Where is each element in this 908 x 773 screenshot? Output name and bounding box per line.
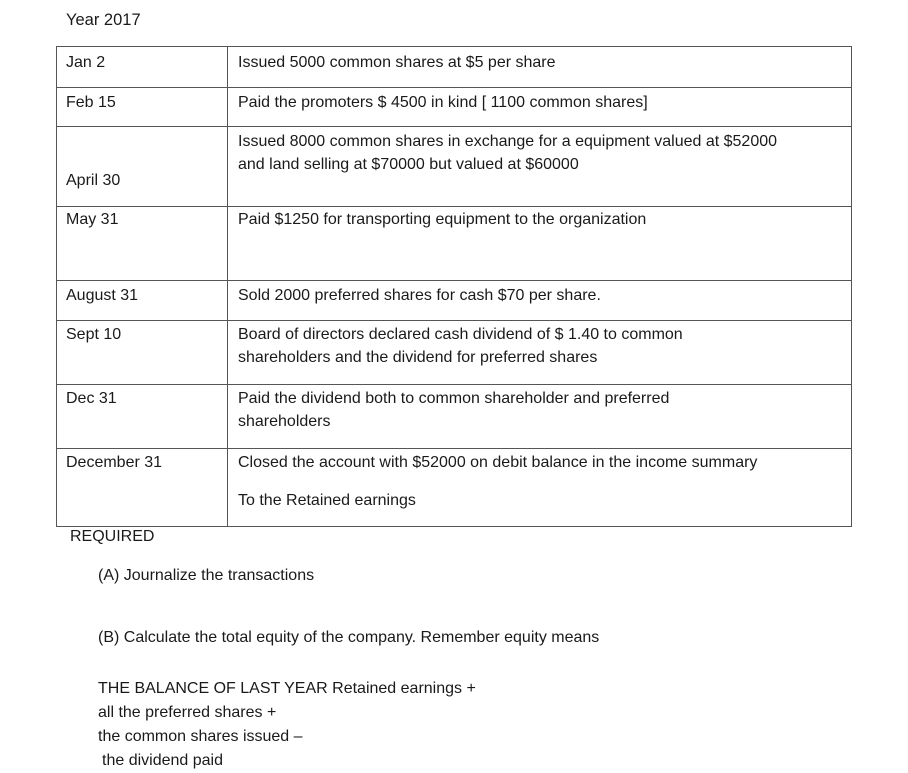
equity-definition	[98, 677, 476, 773]
table-row	[57, 385, 852, 449]
table-row	[57, 207, 852, 281]
date-cell: Dec 31	[57, 385, 228, 449]
description-cell: Sold 2000 preferred shares for cash $70 per share.	[228, 281, 852, 321]
description-cell	[228, 449, 852, 527]
description-cell: Paid $1250 for transporting equipment to the organization	[228, 207, 852, 281]
description-text: Issued 8000 common shares in exchange for a equipment valued at $52000 and land selling at $70000 but valued at $60000	[238, 133, 778, 173]
table-row	[57, 47, 852, 88]
description-text-line2: To the Retained earnings	[238, 492, 416, 509]
table-row	[57, 321, 852, 385]
description-cell	[228, 127, 852, 207]
date-cell: April 30	[57, 127, 228, 207]
date-cell: May 31	[57, 207, 228, 281]
description-text: Paid the dividend both to common shareholder and preferred shareholders	[238, 390, 670, 430]
description-cell: Paid the promoters $ 4500 in kind [ 1100 common shares]	[228, 88, 852, 127]
equity-line: all the preferred shares +	[98, 704, 277, 721]
required-heading: REQUIRED	[70, 528, 155, 545]
table-row	[57, 281, 852, 321]
equity-line: the common shares issued –	[98, 728, 303, 745]
description-cell: Issued 5000 common shares at $5 per share	[228, 47, 852, 88]
description-cell	[228, 385, 852, 449]
page-title: Year 2017	[66, 11, 141, 29]
description-text: Closed the account with $52000 on debit balance in the income summary	[238, 454, 758, 471]
equity-line: the dividend paid	[102, 752, 223, 769]
table-row	[57, 127, 852, 207]
date-cell: Feb 15	[57, 88, 228, 127]
date-cell: August 31	[57, 281, 228, 321]
date-cell: December 31	[57, 449, 228, 527]
table-row	[57, 449, 852, 527]
requirement-a: (A) Journalize the transactions	[98, 567, 315, 584]
requirement-b: (B) Calculate the total equity of the company. Remember equity means	[98, 629, 600, 646]
date-cell: Sept 10	[57, 321, 228, 385]
table-row	[57, 88, 852, 127]
date-cell: Jan 2	[57, 47, 228, 88]
equity-line: THE BALANCE OF LAST YEAR Retained earnings +	[98, 680, 476, 697]
description-cell	[228, 321, 852, 385]
transactions-table	[56, 46, 852, 527]
description-text: Board of directors declared cash dividend of $ 1.40 to common shareholders and the dividend for preferred shares	[238, 326, 683, 366]
